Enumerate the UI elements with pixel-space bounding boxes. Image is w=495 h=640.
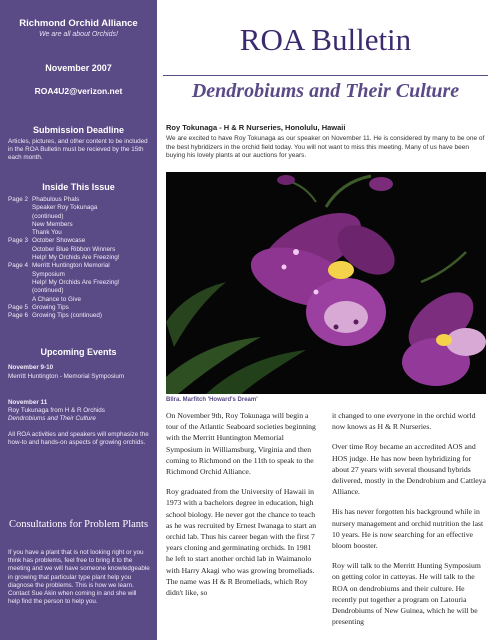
toc-title: (continued) (32, 212, 64, 220)
submission-text: Articles, pictures, and other content to be included in the ROA Bulletin must be recieved by the 15th each month. (8, 138, 148, 162)
toc-page: Page 2 (8, 196, 28, 203)
article-paragraph: Roy will talk to the Merritt Hunting Symposium on getting color in catteyas. He will talk to the ROA on dendrobiums and their culture. He recently put together a program on Latouria Dendrobiums of New Guinea, which he will be presenting (332, 561, 481, 627)
toc-page: Page 5 (8, 303, 28, 311)
article-paragraph: it changed to one everyone in the orchid world now knows as H & R Nurseries. (332, 411, 476, 432)
toc-item (8, 312, 153, 320)
toc-title: Phabulous Phals (32, 196, 80, 203)
org-tagline: We are all about Orchids! (39, 31, 118, 38)
orchid-photo (166, 172, 486, 394)
toc-title: Speaker Roy Tokunaga (32, 204, 98, 212)
toc-title: Growing Tips (continued) (32, 312, 102, 320)
article-subheading: Roy Tokunaga - H & R Nurseries, Honolulu, Hawaii (166, 123, 346, 132)
article-paragraph: On November 9th, Roy Tokunaga will begin a tour of the Atlantic Seaboard societies beginning with the Merritt Huntington Memorial Symposium in Williamsburg, Virginia and then coming to Richmond on the 11th to speak to the Richmond Orchid Alliance. (166, 411, 316, 477)
sidebar (0, 0, 157, 640)
article-column-right (332, 410, 486, 636)
toc-title: New Members (32, 220, 73, 228)
toc-page: Page 4 (8, 262, 28, 270)
consultations-text: If you have a plant that is not looking right or you think has problems, feel free to bring it to the meeting and we will have someone knowledgeable in growing that particular type plant help you diagnose the problems. This is how we learn. Contact Sue Akin when coming in and she will help find the person to help you. (8, 549, 150, 606)
upcoming-events-heading: Upcoming Events (40, 347, 117, 357)
toc-title: October Showcase (32, 237, 86, 245)
consultations-heading: Consultations for Problem Plants (8, 519, 149, 530)
event-topic: Dendrobiums and Their Culture (8, 415, 96, 422)
toc-title: Growing Tips (32, 303, 69, 311)
events-note: All ROA activities and speakers will emphasize the how-to and hands-on aspects of growing orchids. (8, 431, 149, 447)
article-paragraph: Over time Roy became an accredited AOS and HOS judge. He has now been hybridizing for about 27 years with several thousand hybrids delivered, mostly in the Dendrobium and Cattleya Alliance. (332, 442, 486, 497)
toc-item (8, 196, 153, 237)
toc-item (8, 262, 153, 303)
bulletin-title: ROA Bulletin (239, 22, 412, 57)
article-intro: We are excited to have Roy Tokunaga as our speaker on November 11. He is considered by many to be one of the best hybridizers in the orchid field today. You will not want to miss this meeting. Many of us have been buying his lovely plants at our auctions for years. (166, 135, 485, 160)
event-date: November 11 (8, 399, 48, 406)
toc-page: Page 6 (8, 312, 28, 320)
event-description: Roy Tukunaga from H & R Orchids (8, 407, 105, 414)
org-name: Richmond Orchid Alliance (19, 18, 138, 29)
toc-item (8, 237, 153, 262)
toc-page: Page 3 (8, 237, 28, 245)
event-date: November 9-10 (8, 364, 54, 371)
toc-title: Help! My Orchids Are Freezing! (32, 278, 120, 286)
event-description: Merritt Huntington - Memorial Symposium (8, 373, 125, 380)
article-column-left (166, 410, 320, 607)
submission-heading: Submission Deadline (32, 125, 125, 135)
toc-title: Help! My Orchids Are Freezing! (32, 254, 120, 262)
title-divider (163, 75, 488, 76)
orchid-illustration (166, 172, 486, 394)
table-of-contents (8, 196, 153, 320)
toc-title: Merritt Huntington Memorial (32, 262, 110, 270)
article-paragraph: Roy graduated from the University of Hawaii in 1973 with a bachelors degree in education, high school biology. He never got the chance to teach as he was recruited by Ernest Iwanaga to start an orchid lab. Thus his career began with the first 7 years cloning and germinating orchids. In 1981 he left to start another orchid lab in Waimanolo with Harry Akagi who was growing bromeliads. The name was H & R Bromeliads, which Roy didn't like, so (166, 487, 317, 598)
toc-title: October Blue Ribbon Winners (32, 245, 116, 253)
photo-caption: Bllra. Marfitch 'Howard's Dream' (166, 397, 258, 403)
toc-title: A Chance to Give (32, 295, 82, 303)
toc-title: Thank You (32, 229, 62, 237)
issue-date: November 2007 (45, 63, 112, 73)
toc-title: (continued) (32, 287, 64, 295)
article-paragraph: His has never forgotten his background while in nursery management and orchid nutrition the last 10 years. He is now searching for an effective bloom booster. (332, 507, 484, 551)
inside-issue-heading: Inside This Issue (42, 182, 115, 192)
email-link[interactable]: ROA4U2@verizon.net (34, 86, 123, 96)
article-headline: Dendrobiums and Their Culture (191, 80, 460, 102)
toc-title: Symposium (32, 270, 65, 278)
toc-item (8, 304, 153, 312)
